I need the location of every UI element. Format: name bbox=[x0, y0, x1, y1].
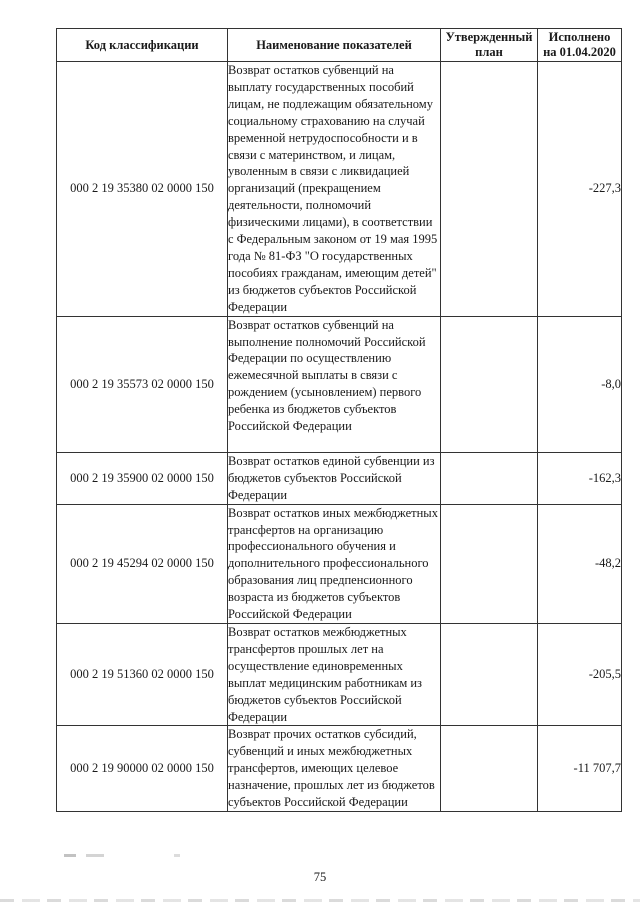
row-name: Возврат остатков субвенций на выплату государственных пособий лицам, не подлежащим обязательному социальному страхованию на случай временной нетрудоспособности и в связи с материнством, и лицам, уволенным в связи с ликвидацией организаций (прекращением деятельности, полномочий физическими лицами), в соответствии с Федеральным законом от 19 мая 1995 года № 81-ФЗ "О государственных пособиях гражданам, имеющим детей" из бюджетов субъектов Российской Федерации bbox=[228, 62, 441, 317]
row-plan bbox=[441, 624, 538, 726]
header-name-label: Наименование показателей bbox=[256, 37, 412, 52]
row-code: 000 2 19 51360 02 0000 150 bbox=[57, 624, 228, 726]
table-row bbox=[57, 316, 622, 452]
row-done: -48,2 bbox=[538, 504, 622, 623]
row-name: Возврат остатков межбюджетных трансфертов прошлых лет на осуществление единовременных выплат медицинским работникам из бюджетов субъектов Российской Федерации bbox=[228, 624, 441, 726]
table-header bbox=[57, 29, 622, 62]
table-row bbox=[57, 452, 622, 504]
header-plan bbox=[441, 29, 538, 62]
row-done: -227,3 bbox=[538, 62, 622, 317]
row-plan bbox=[441, 452, 538, 504]
row-plan bbox=[441, 316, 538, 452]
table-row bbox=[57, 726, 622, 812]
header-code bbox=[57, 29, 228, 62]
header-done bbox=[538, 29, 622, 62]
page-number: 75 bbox=[313, 870, 327, 884]
row-done: -11 707,7 bbox=[538, 726, 622, 812]
row-name: Возврат остатков единой субвенции из бюджетов субъектов Российской Федерации bbox=[228, 452, 441, 504]
row-plan bbox=[441, 726, 538, 812]
scan-edge-artifact bbox=[0, 899, 640, 902]
table-body bbox=[57, 62, 622, 812]
row-done: -205,5 bbox=[538, 624, 622, 726]
header-done-label-line1: Исполнено bbox=[548, 30, 611, 44]
row-code: 000 2 19 35380 02 0000 150 bbox=[57, 62, 228, 317]
row-name: Возврат остатков иных межбюджетных трансфертов на организацию профессионального обучения и дополнительного профессионального образования лиц предпенсионного возраста из бюджетов субъектов Российской Федерации bbox=[228, 504, 441, 623]
header-plan-label-line2: план bbox=[475, 45, 503, 59]
table-row bbox=[57, 624, 622, 726]
row-code: 000 2 19 35573 02 0000 150 bbox=[57, 316, 228, 452]
row-plan bbox=[441, 504, 538, 623]
row-code: 000 2 19 45294 02 0000 150 bbox=[57, 504, 228, 623]
row-plan bbox=[441, 62, 538, 317]
row-code: 000 2 19 35900 02 0000 150 bbox=[57, 452, 228, 504]
table-row bbox=[57, 62, 622, 317]
row-done: -162,3 bbox=[538, 452, 622, 504]
header-plan-label-line1: Утвержденный bbox=[445, 30, 533, 44]
table-row bbox=[57, 504, 622, 623]
header-code-label: Код классификации bbox=[85, 37, 199, 52]
header-done-label-line2: на 01.04.2020 bbox=[543, 45, 616, 59]
scan-artifact bbox=[64, 854, 214, 857]
budget-execution-table bbox=[56, 28, 622, 812]
header-name bbox=[228, 29, 441, 62]
row-name: Возврат прочих остатков субсидий, субвенций и иных межбюджетных трансфертов, имеющих целевое назначение, прошлых лет из бюджетов субъектов Российской Федерации bbox=[228, 726, 441, 812]
row-name: Возврат остатков субвенций на выполнение полномочий Российской Федерации по осуществлению ежемесячной выплаты в связи с рождением (усыновлением) первого ребенка из бюджетов субъектов Российской Федерации bbox=[228, 316, 441, 452]
row-code: 000 2 19 90000 02 0000 150 bbox=[57, 726, 228, 812]
header-row bbox=[57, 29, 622, 62]
row-done: -8,0 bbox=[538, 316, 622, 452]
